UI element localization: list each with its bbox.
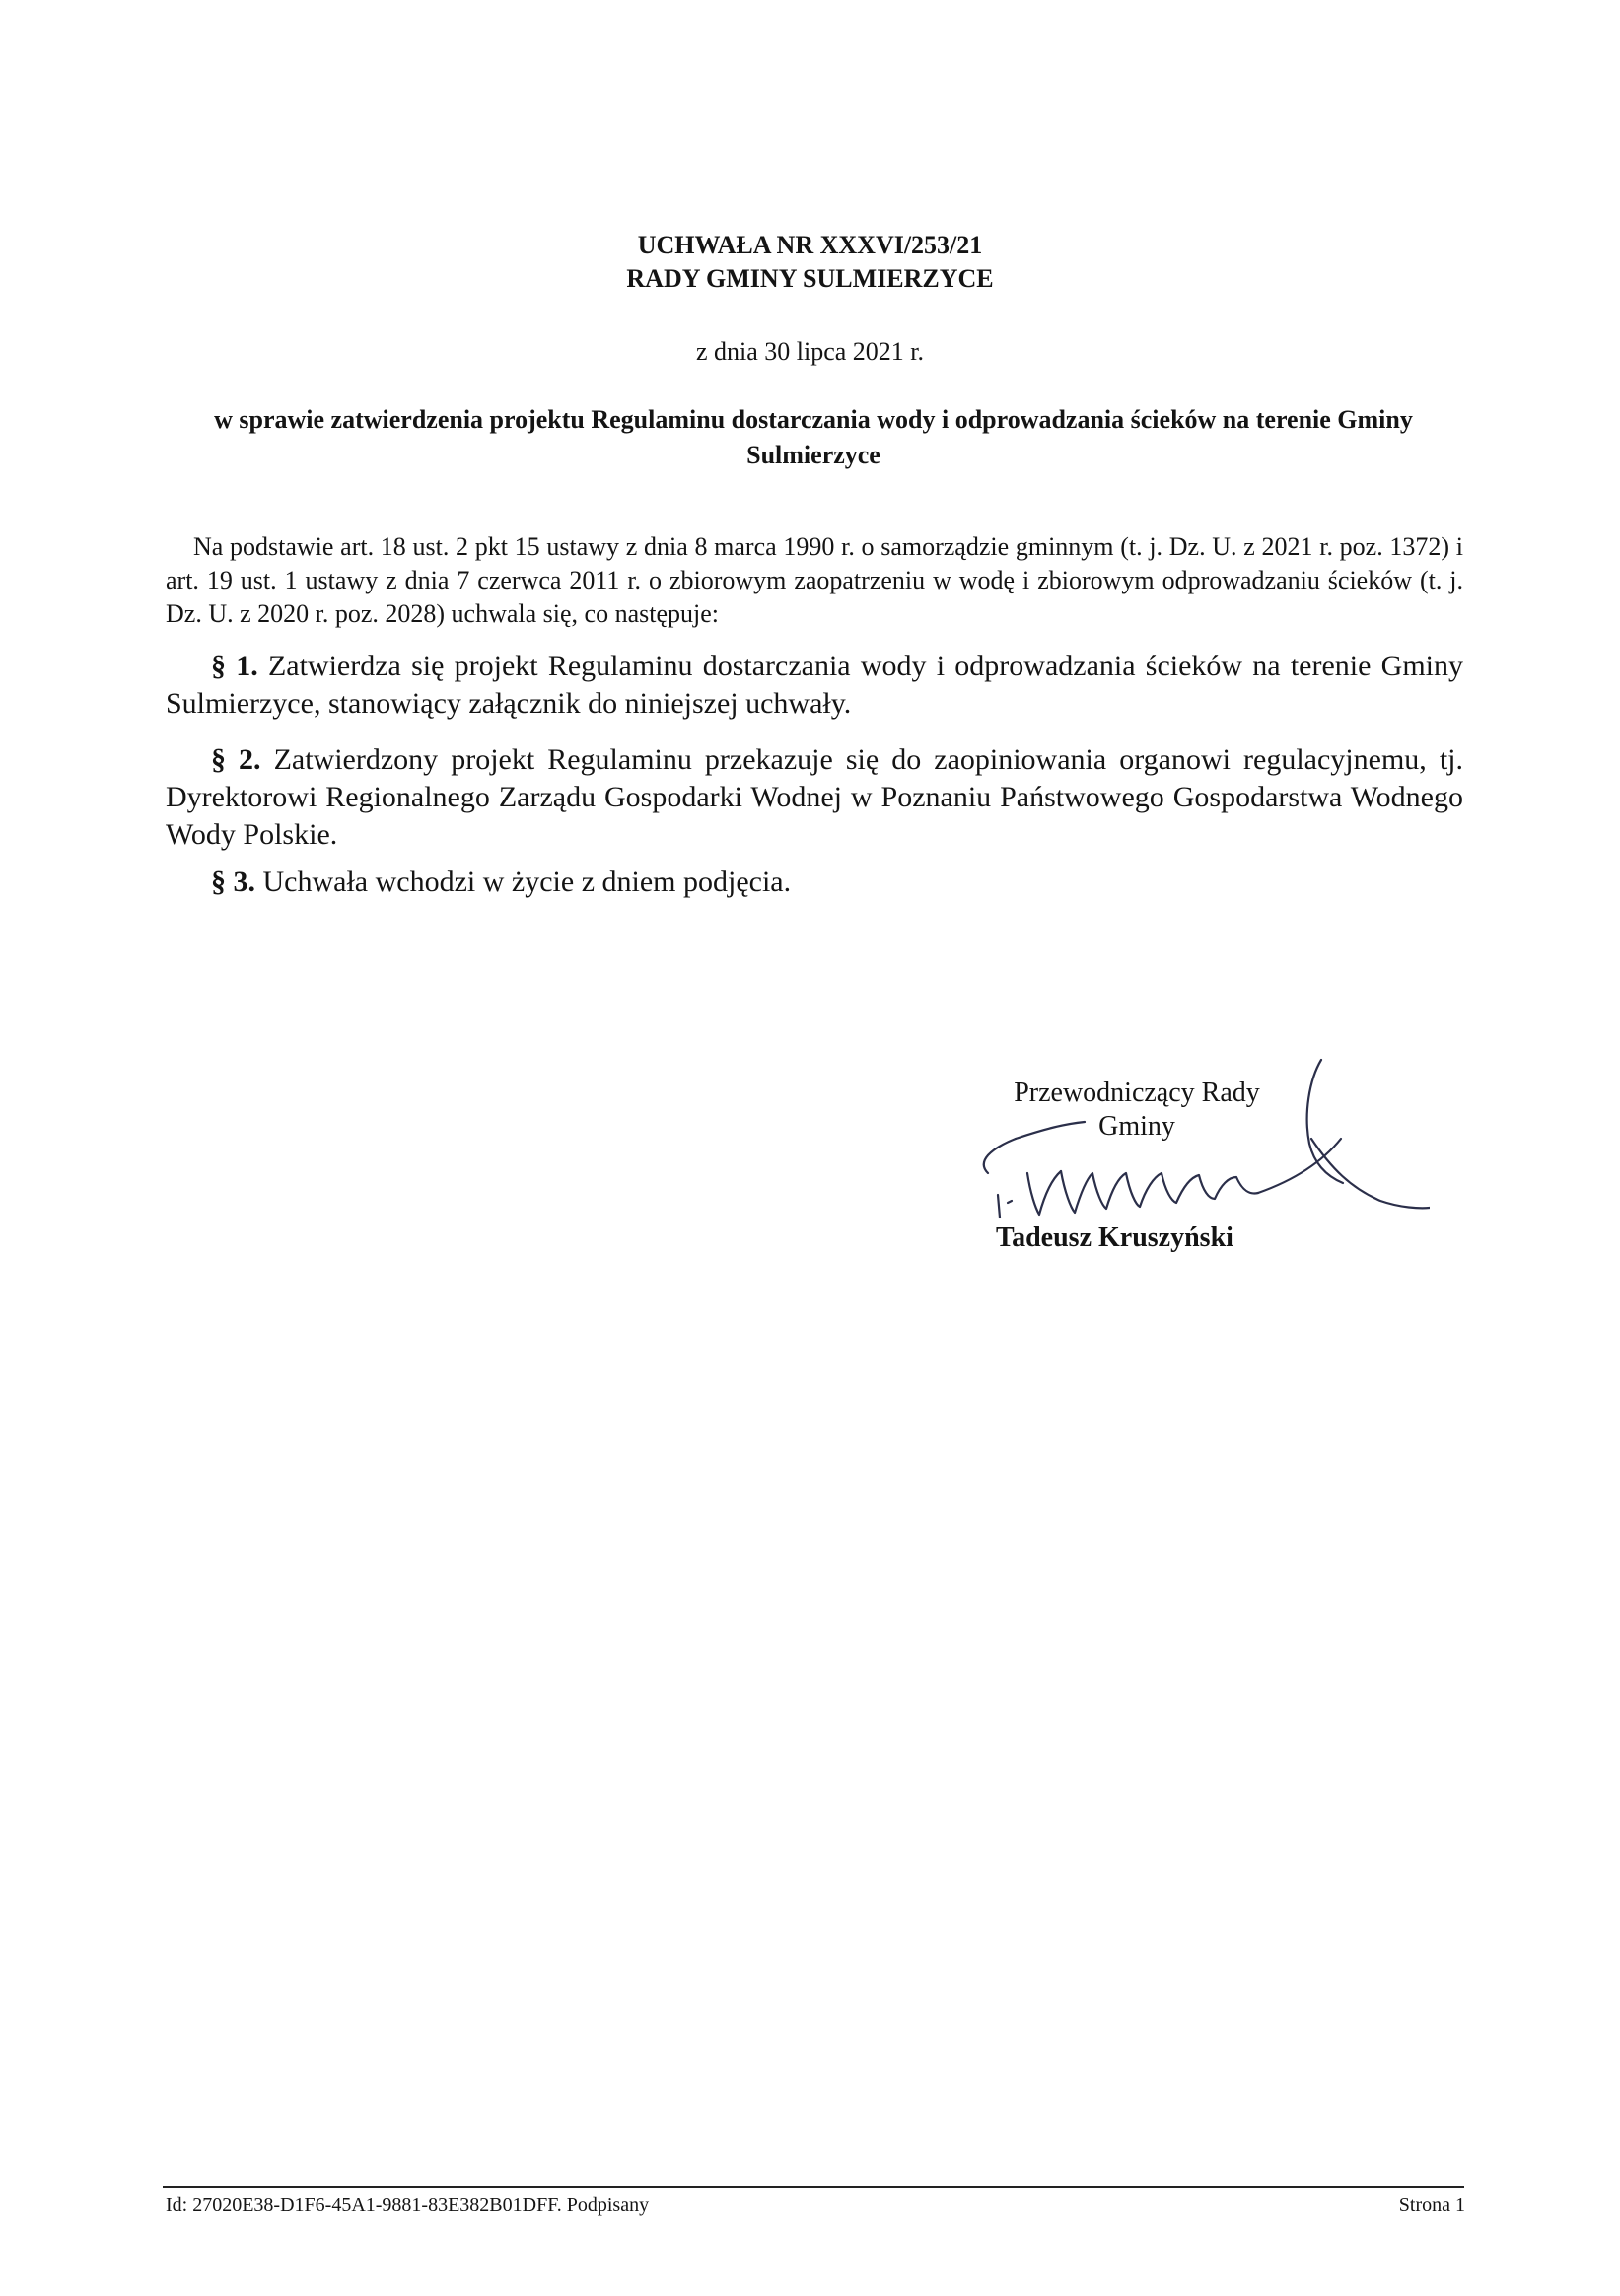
council-name: RADY GMINY SULMIERZYCE [626, 264, 994, 293]
handwritten-signature [937, 1045, 1430, 1242]
resolution-subject: w sprawie zatwierdzenia projektu Regulaminu dostarczania wody i odprowadzania ścieków na terenie Gminy Sulmierzyce [214, 405, 1413, 469]
section-1-text: Zatwierdza się projekt Regulaminu dostarczania wody i odprowadzania ścieków na terenie Gminy Sulmierzyce, stanowiący załącznik do niniejszej uchwały. [166, 650, 1464, 720]
section-2-text: Zatwierdzony projekt Regulaminu przekazuje się do zaopiniowania organowi regulacyjnemu, tj. Dyrektorowi Regionalnego Zarządu Gospodarki Wodnej w Poznaniu Państwowego Gospodarstwa Wodnego Wody Polskie. [166, 743, 1463, 851]
signatory-title-line1: Przewodniczący Rady [1014, 1078, 1260, 1108]
section-3 [166, 864, 1463, 901]
footer-divider [163, 2186, 1464, 2188]
section-1-marker: § 1. [211, 650, 258, 682]
section-1 [166, 648, 1463, 723]
signatory-title-line2: Gminy [1098, 1111, 1175, 1142]
resolution-number: UCHWAŁA NR XXXVI/253/21 [637, 231, 983, 259]
section-2 [166, 741, 1463, 854]
document-id: Id: 27020E38-D1F6-45A1-9881-83E382B01DFF. Podpisany [166, 2194, 650, 2216]
resolution-date: z dnia 30 lipca 2021 r. [695, 337, 925, 366]
section-3-marker: § 3. [211, 866, 255, 898]
signatory-name: Tadeusz Kruszyński [996, 1222, 1233, 1253]
section-3-text: Uchwała wchodzi w życie z dniem podjęcia. [255, 866, 792, 898]
section-2-marker: § 2. [211, 743, 261, 776]
legal-basis-preamble: Na podstawie art. 18 ust. 2 pkt 15 ustawy z dnia 8 marca 1990 r. o samorządzie gminnym (t. j. Dz. U. z 2021 r. poz. 1372) i art. 19 ust. 1 ustawy z dnia 7 czerwca 2011 r. o zbiorowym zaopatrzeniu w wodę i zbiorowym odprowadzaniu ścieków (t. j. Dz. U. z 2020 r. poz. 2028) uchwala się, co następuje: [166, 532, 1463, 628]
page-number: Strona 1 [1398, 2194, 1465, 2216]
